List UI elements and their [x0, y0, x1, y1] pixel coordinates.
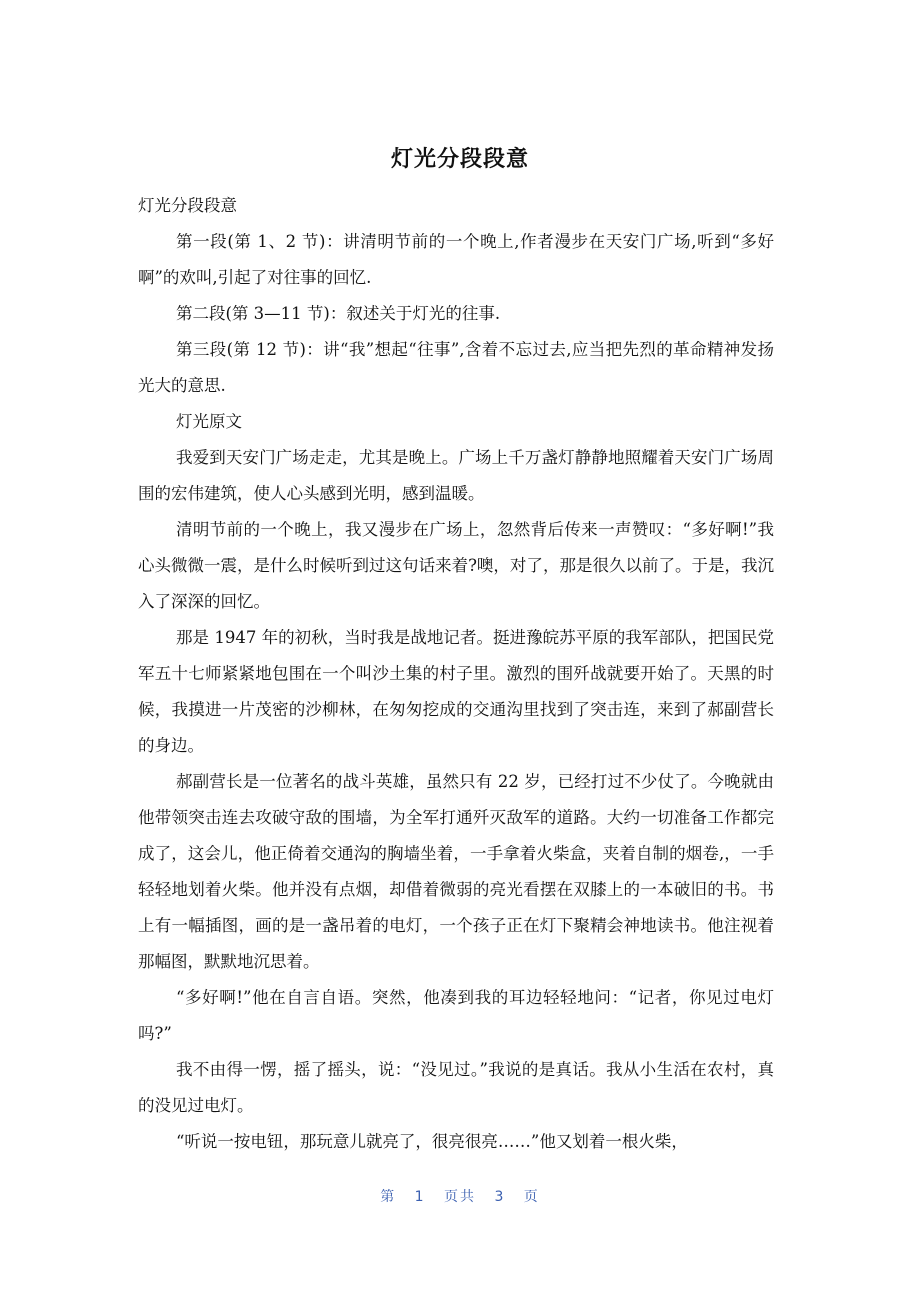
paragraph: 我不由得一愣，摇了摇头，说：“没见过。”我说的是真话。我从小生活在农村，真的没见过电灯。 [138, 1060, 774, 1115]
paragraph: 我爱到天安门广场走走，尤其是晚上。广场上千万盏灯静静地照耀着天安门广场周围的宏伟建筑，使人心头感到光明，感到温暖。 [138, 448, 774, 503]
paragraph: 第二段(第 3—11 节)：叙述关于灯光的往事. [176, 304, 501, 323]
paragraph: 郝副营长是一位著名的战斗英雄，虽然只有 22 岁，已经打过不少仗了。今晚就由他带领突击连去攻破守敌的围墙，为全军打通歼灭敌军的道路。大约一切准备工作都完成了，这会儿，他正倚着交通沟的胸墙坐着，一手拿着火柴盒，夹着自制的烟卷,，一手轻轻地划着火柴。他并没有点烟，却借着微弱的亮光看摆在双膝上的一本破旧的书。书上有一幅插图，画的是一盏吊着的电灯，一个孩子正在灯下聚精会神地读书。他注视着那幅图，默默地沉思着。 [138, 772, 774, 971]
document-body [138, 188, 774, 1160]
paragraph: 清明节前的一个晚上，我又漫步在广场上，忽然背后传来一声赞叹：“多好啊!”我心头微微一震，是什么时候听到过这句话来着?噢，对了，那是很久以前了。于是，我沉入了深深的回忆。 [138, 520, 774, 611]
paragraph: 第一段(第 1、2 节)：讲清明节前的一个晚上,作者漫步在天安门广场,听到“多好啊”的欢叫,引起了对往事的回忆. [138, 232, 774, 287]
paragraph: 灯光分段段意 [138, 196, 237, 215]
paragraph: “多好啊!”他在自言自语。突然，他凑到我的耳边轻轻地问：“记者，你见过电灯吗?” [138, 988, 774, 1043]
page-title: 灯光分段段意 [390, 147, 529, 172]
paragraph: 灯光原文 [176, 412, 242, 431]
paragraph: 那是 1947 年的初秋，当时我是战地记者。挺进豫皖苏平原的我军部队，把国民党军五十七师紧紧地包围在一个叫沙土集的村子里。激烈的围歼战就要开始了。天黑的时候，我摸进一片茂密的沙柳林，在匆匆挖成的交通沟里找到了突击连，来到了郝副营长的身边。 [138, 628, 774, 755]
paragraph: 第三段(第 12 节)：讲“我”想起“往事”,含着不忘过去,应当把先烈的革命精神发扬光大的意思. [138, 340, 774, 395]
paragraph: “听说一按电钮，那玩意儿就亮了，很亮很亮……”他又划着一根火柴， [176, 1132, 688, 1151]
page-footer: 第 1 页共 3 页 [380, 1189, 540, 1205]
